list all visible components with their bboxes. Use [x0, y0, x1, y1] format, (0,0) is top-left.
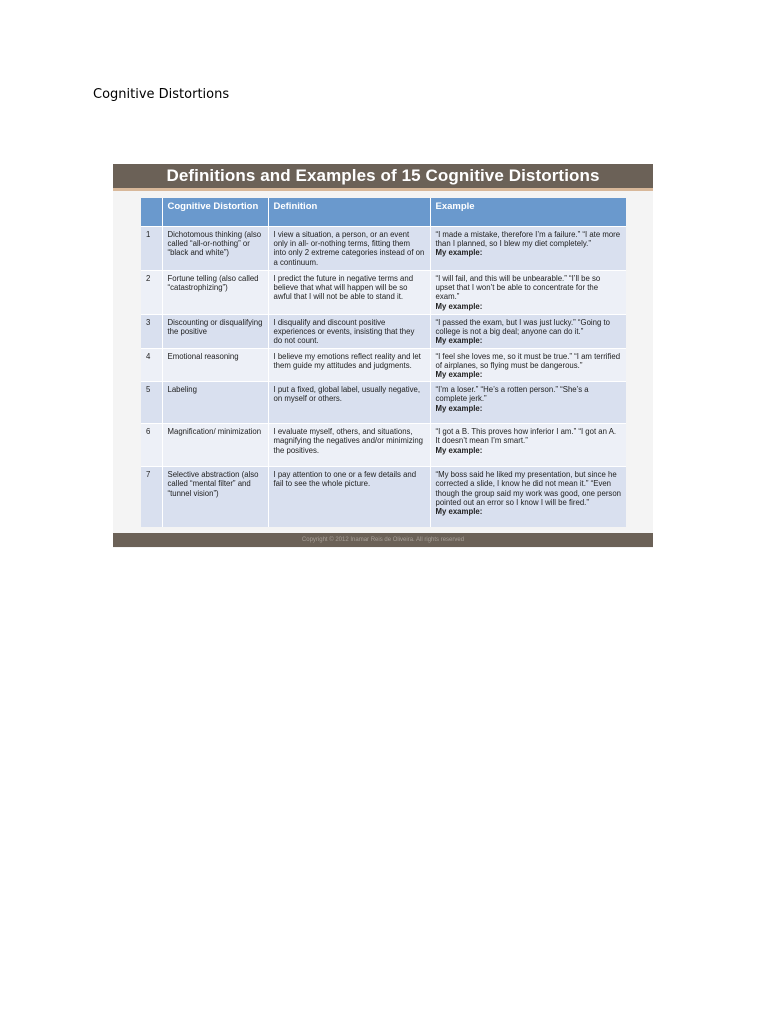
distortions-figure — [113, 164, 653, 548]
definition-cell: I view a situation, a person, or an event only in all- or-nothing terms, fitting them into only 2 extreme categories instead of on a continuum. — [268, 227, 430, 271]
header-distortion: Cognitive Distortion — [162, 198, 268, 227]
row-number: 2 — [141, 271, 162, 315]
figure-title: Definitions and Examples of 15 Cognitive Distortions — [166, 166, 600, 185]
table-header-row — [141, 198, 626, 227]
my-example-label: My example: — [435, 403, 483, 413]
example-cell — [430, 227, 626, 271]
document-heading: Cognitive Distortions — [93, 87, 230, 102]
example-cell — [430, 424, 626, 467]
distortion-cell: Selective abstraction (also called “mental filter” and “tunnel vision”) — [162, 467, 268, 527]
distortion-cell: Fortune telling (also called “catastrophizing”) — [162, 271, 268, 315]
header-example: Example — [430, 198, 626, 227]
header-number — [141, 198, 162, 227]
example-text: “I made a mistake, therefore I’m a failure.” “I ate more than I planned, so I blew my diet completely.” — [435, 230, 621, 249]
my-example-label: My example: — [435, 370, 483, 380]
my-example-label: My example: — [435, 445, 483, 455]
distortion-cell: Magnification/ minimization — [162, 424, 268, 467]
header-definition: Definition — [268, 198, 430, 227]
definition-cell: I believe my emotions reflect reality and let them guide my attitudes and judgments. — [268, 348, 430, 382]
row-number: 5 — [141, 382, 162, 424]
example-text: “My boss said he liked my presentation, but since he corrected a slide, I know he did not mean it.” “Even though the group said my work was good, one person pointed out an error so I know I will be fired.” — [435, 470, 622, 507]
table-row — [141, 227, 626, 271]
example-text: “I feel she loves me, so it must be true.” “I am terrified of airplanes, so flying must be dangerous.” — [435, 351, 621, 370]
example-text: “I will fail, and this will be unbearable.” “I’ll be so upset that I won’t be able to concentrate for the exam.” — [435, 274, 601, 302]
example-text: “I got a B. This proves how inferior I am.” “I got an A. It doesn’t mean I’m smart.” — [435, 427, 617, 446]
example-text: “I’m a loser.” “He’s a rotten person.” “She’s a complete jerk.” — [435, 385, 589, 404]
definition-cell: I predict the future in negative terms and believe that what will happen will be so awful that I will not be able to stand it. — [268, 271, 430, 315]
my-example-label: My example: — [435, 248, 483, 258]
table-row — [141, 424, 626, 467]
table-row — [141, 271, 626, 315]
distortions-table — [141, 198, 626, 527]
distortion-cell: Emotional reasoning — [162, 348, 268, 382]
table-row — [141, 348, 626, 382]
table-row — [141, 382, 626, 424]
table-row — [141, 315, 626, 349]
distortion-cell: Labeling — [162, 382, 268, 424]
example-cell — [430, 348, 626, 382]
row-number: 6 — [141, 424, 162, 467]
row-number: 1 — [141, 227, 162, 271]
example-cell — [430, 467, 626, 527]
table-row — [141, 467, 626, 527]
definition-cell: I disqualify and discount positive experiences or events, insisting that they do not count. — [268, 315, 430, 349]
my-example-label: My example: — [435, 301, 483, 311]
row-number: 7 — [141, 467, 162, 527]
my-example-label: My example: — [435, 336, 483, 346]
copyright-text: Copyright © 2012 Inamar Reis de Oliveira. All rights reserved — [301, 537, 465, 543]
example-cell — [430, 271, 626, 315]
row-number: 4 — [141, 348, 162, 382]
my-example-label: My example: — [435, 507, 483, 517]
definition-cell: I evaluate myself, others, and situations, magnifying the negatives and/or minimizing the positives. — [268, 424, 430, 467]
distortion-cell: Dichotomous thinking (also called “all-or-nothing” or “black and white”) — [162, 227, 268, 271]
definition-cell: I pay attention to one or a few details and fail to see the whole picture. — [268, 467, 430, 527]
definition-cell: I put a fixed, global label, usually negative, on myself or others. — [268, 382, 430, 424]
row-number: 3 — [141, 315, 162, 349]
example-cell — [430, 315, 626, 349]
distortion-cell: Discounting or disqualifying the positive — [162, 315, 268, 349]
figure-footer — [113, 533, 653, 547]
figure-banner — [113, 164, 653, 191]
example-cell — [430, 382, 626, 424]
example-text: “I passed the exam, but I was just lucky.” “Going to college is not a big deal; anyone can do it.” — [435, 318, 610, 337]
